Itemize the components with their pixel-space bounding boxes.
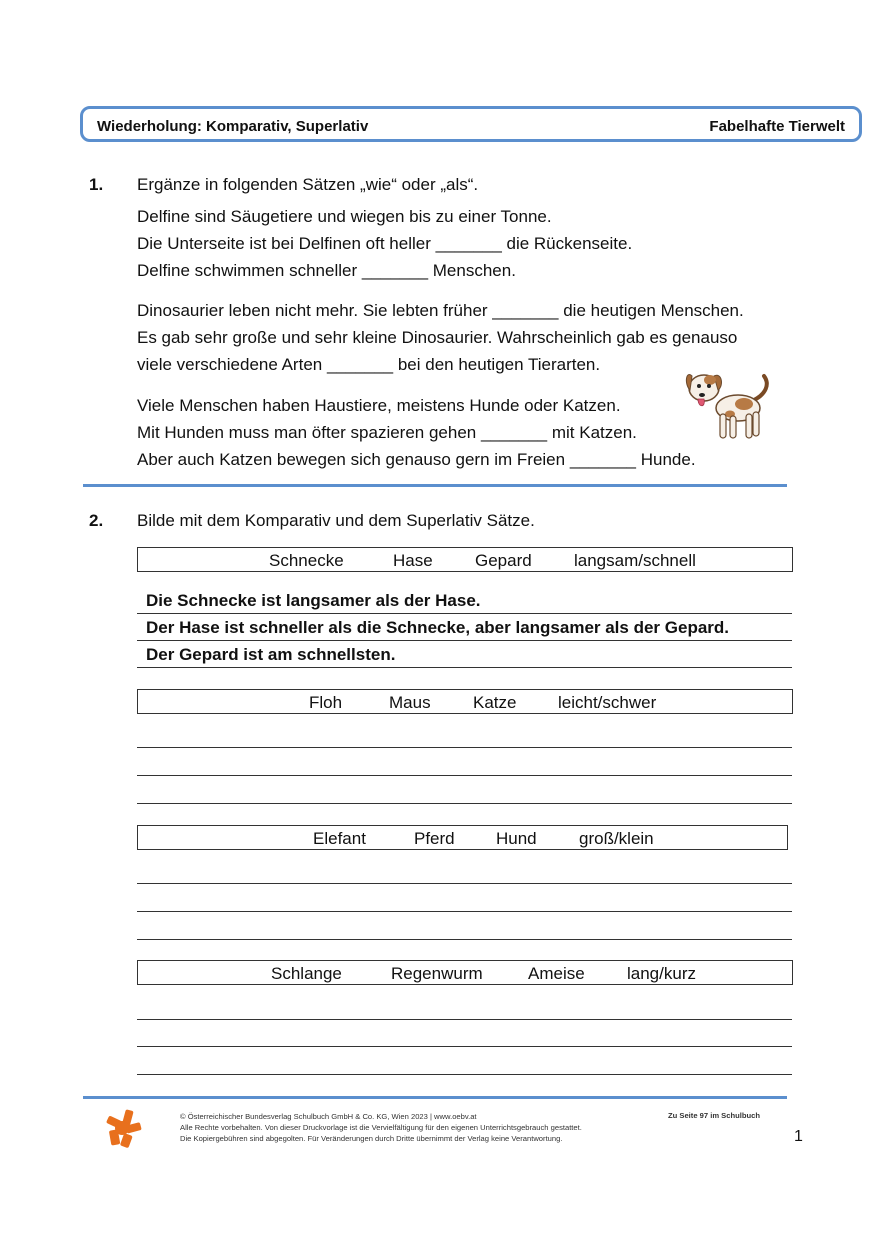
word: Maus [389, 693, 431, 712]
oebv-logo-icon [104, 1108, 144, 1148]
footer-line: © Österreichischer Bundesverlag Schulbuch GmbH & Co. KG, Wien 2023 | www.oebv.at [180, 1112, 477, 1121]
task1-line: Viele Menschen haben Haustiere, meistens Hunde oder Katzen. [137, 396, 621, 415]
word: Gepard [475, 551, 532, 570]
task1-number: 1. [89, 175, 104, 194]
word: Regenwurm [391, 964, 483, 983]
word-box [137, 960, 793, 985]
word: Floh [309, 693, 343, 712]
footer-divider [83, 1096, 787, 1099]
task1-line: Aber auch Katzen bewegen sich genauso gern im Freien _______ Hunde. [137, 450, 696, 469]
writing-line[interactable] [137, 1046, 792, 1047]
word: langsam/schnell [574, 551, 696, 570]
worksheet-header [80, 106, 862, 142]
word-box [137, 547, 793, 572]
task1-line: Mit Hunden muss man öfter spazieren gehen _______ mit Katzen. [137, 423, 637, 442]
task1-line: Delfine schwimmen schneller _______ Menschen. [137, 261, 516, 280]
word: lang/kurz [627, 964, 696, 983]
writing-line[interactable] [137, 775, 792, 776]
answer-line [137, 641, 792, 668]
footer-reference: Zu Seite 97 im Schulbuch [668, 1111, 760, 1120]
word: Hund [496, 829, 537, 848]
task2-number: 2. [89, 511, 104, 530]
footer-line: Die Kopiergebühren sind abgegolten. Für Veränderungen durch Dritte übernimmt der Verlag keine Verantwortung. [180, 1134, 563, 1143]
writing-line[interactable] [137, 883, 792, 884]
word: groß/klein [579, 829, 654, 848]
answer-line [137, 587, 792, 614]
word-box [137, 825, 788, 850]
writing-line[interactable] [137, 747, 792, 748]
writing-line[interactable] [137, 1074, 792, 1075]
footer-copyright [180, 1111, 582, 1144]
answer-line [137, 614, 792, 641]
footer-line: Alle Rechte vorbehalten. Von dieser Druckvorlage ist die Vervielfältigung für den eigenen Unterrichtsgebrauch gestattet. [180, 1123, 582, 1132]
word: Pferd [414, 829, 455, 848]
task1-line: Die Unterseite ist bei Delfinen oft heller _______ die Rückenseite. [137, 234, 633, 253]
word: Schlange [271, 964, 342, 983]
word: leicht/schwer [558, 693, 657, 712]
task1-line: viele verschiedene Arten _______ bei den heutigen Tierarten. [137, 355, 601, 374]
word: Elefant [313, 829, 366, 848]
word-box [137, 689, 793, 714]
worksheet-title: Wiederholung: Komparativ, Superlativ [97, 118, 369, 135]
section-divider [83, 484, 787, 487]
word: Hase [393, 551, 433, 570]
answer-text: Der Hase ist schneller als die Schnecke, aber langsamer als der Gepard. [146, 618, 730, 637]
task1-line: Delfine sind Säugetiere und wiegen bis zu einer Tonne. [137, 207, 552, 226]
dog-illustration [680, 364, 776, 446]
task1-instruction: Ergänze in folgenden Sätzen „wie“ oder „als“. [137, 175, 479, 194]
word: Ameise [528, 964, 585, 983]
answer-text: Die Schnecke ist langsamer als der Hase. [146, 591, 481, 610]
task2-instruction: Bilde mit dem Komparativ und dem Superlativ Sätze. [137, 511, 535, 530]
word: Katze [473, 693, 517, 712]
writing-line[interactable] [137, 1019, 792, 1020]
page-number: 1 [794, 1128, 803, 1145]
writing-line[interactable] [137, 939, 792, 940]
task1-line: Dinosaurier leben nicht mehr. Sie lebten früher _______ die heutigen Menschen. [137, 301, 744, 320]
writing-line[interactable] [137, 911, 792, 912]
word: Schnecke [269, 551, 344, 570]
chapter-title: Fabelhafte Tierwelt [709, 118, 845, 135]
writing-line[interactable] [137, 803, 792, 804]
task1-line: Es gab sehr große und sehr kleine Dinosaurier. Wahrscheinlich gab es genauso [137, 328, 738, 347]
answer-text: Der Gepard ist am schnellsten. [146, 645, 396, 664]
